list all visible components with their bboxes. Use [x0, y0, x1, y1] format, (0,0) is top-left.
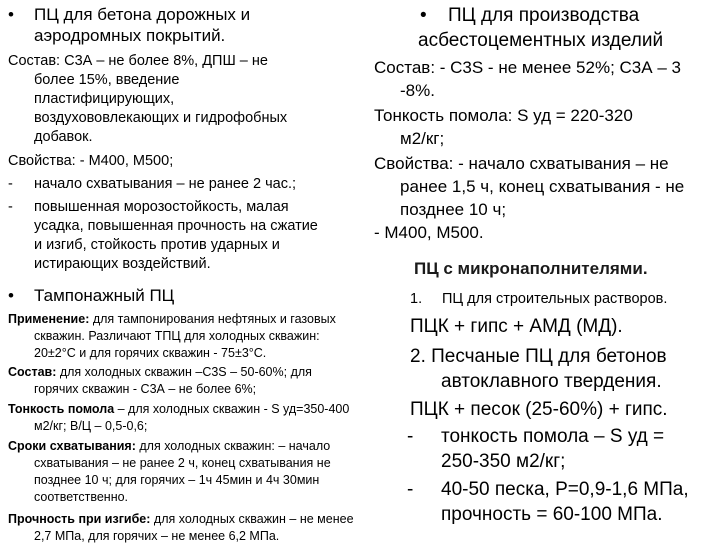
- composition-text: для холодных скважин –С3S – 50-60%; для: [56, 365, 312, 379]
- list-item: тонкость помола – S уд =: [441, 426, 665, 447]
- fineness-label: Тонкость помола: [374, 106, 508, 125]
- list-number: 1.: [410, 291, 423, 307]
- strength-label: Прочность при изгибе:: [8, 512, 151, 526]
- list-item: 2. Песчаные ПЦ для бетонов: [410, 346, 667, 367]
- setting-time-line: [8, 438, 330, 455]
- text-line: ранее 1,5 ч, конец схватывания - не: [400, 177, 685, 196]
- properties-label: Свойства:: [8, 153, 76, 169]
- composition-text: С3А – не более 8%, ДПШ – не: [60, 53, 268, 69]
- properties-text: : - начало схватывания – не: [448, 154, 669, 173]
- strength-line: [8, 511, 354, 528]
- list-item: 40-50 песка, Р=0,9-1,6 МПа,: [441, 479, 689, 500]
- text-line: м2/кг;: [400, 129, 445, 148]
- composition-line: [8, 364, 312, 381]
- setting-time-label: Сроки схватывания:: [8, 439, 136, 453]
- bullet: •: [8, 5, 14, 24]
- dash: -: [8, 176, 13, 192]
- fineness-text: : S уд = 220-320: [507, 106, 633, 125]
- fineness-text: – для холодных скважин - S уд=350-400: [114, 402, 350, 416]
- properties-label: Свойства: [374, 154, 449, 173]
- list-item: усадка, повышенная прочность на сжатие: [34, 218, 318, 234]
- bullet: •: [8, 286, 14, 305]
- text-line: схватывания – не ранее 2 ч, конец схватывания не: [34, 456, 331, 470]
- dash: -: [8, 199, 13, 215]
- text-line: воздухововлекающих и гидрофобных: [34, 110, 288, 126]
- list-item: прочность = 60-100 МПа.: [441, 504, 663, 525]
- composition-label: Состав:: [8, 53, 61, 69]
- text-line: м2/кг; В/Ц – 0,5-0,6;: [34, 419, 148, 433]
- fineness-line: [374, 105, 633, 126]
- text-line: соответственно.: [34, 490, 129, 504]
- properties-text: - М400, М500;: [75, 153, 174, 169]
- list-item: начало схватывания – не ранее 2 час.;: [34, 176, 297, 192]
- dash: -: [407, 426, 414, 447]
- list-item: 250-350 м2/кг;: [441, 451, 566, 472]
- fineness-line: [8, 401, 349, 418]
- bullet: •: [420, 5, 427, 26]
- list-item: истирающих воздействий.: [34, 256, 211, 272]
- properties-line: [374, 153, 669, 174]
- text-line: позднее 10 ч;: [400, 200, 507, 219]
- list-item: и изгиб, стойкость против ударных и: [34, 237, 280, 253]
- text-line: более 15%, введение: [34, 72, 180, 88]
- section-title: ПЦ с микронаполнителями.: [414, 259, 648, 278]
- composition-label: Состав: [374, 58, 431, 77]
- list-item: автоклавного твердения.: [441, 371, 662, 392]
- list-item: ПЦ для строительных растворов.: [442, 291, 668, 307]
- strength-text: для холодных скважин – не менее: [150, 512, 354, 526]
- dash: -: [407, 479, 414, 500]
- text-line: - М400, М500.: [374, 223, 484, 242]
- composition-line: [374, 57, 681, 78]
- application-line: [8, 311, 336, 328]
- section-title: Тампонажный ПЦ: [34, 286, 175, 305]
- setting-time-text: для холодных скважин: – начало: [135, 439, 331, 453]
- composition-line: [8, 52, 268, 71]
- application-text: для тампонирования нефтяных и газовых: [89, 312, 336, 326]
- formula-line: ПЦК + песок (25-60%) + гипс.: [410, 399, 668, 420]
- text-line: -8%.: [400, 81, 435, 100]
- text-line: пластифицирующих,: [34, 91, 175, 107]
- formula-line: ПЦК + гипс + АМД (МД).: [410, 316, 623, 337]
- composition-text: : - С3S - не менее 52%; С3А – 3: [430, 58, 681, 77]
- application-label: Применение:: [8, 312, 90, 326]
- properties-line: [8, 152, 173, 171]
- section-title: ПЦ для производства: [448, 5, 640, 26]
- section-title: асбестоцементных изделий: [418, 30, 664, 51]
- list-item: повышенная морозостойкость, малая: [34, 199, 289, 215]
- fineness-label: Тонкость помола: [8, 402, 115, 416]
- composition-label: Состав:: [8, 365, 57, 379]
- text-line: 2,7 МПа, для горячих – не менее 6,2 МПа.: [34, 529, 280, 543]
- text-line: скважин. Различают ТПЦ для холодных скважин:: [34, 329, 320, 343]
- section-title: ПЦ для бетона дорожных и: [34, 5, 251, 24]
- text-line: позднее 10 ч; для горячих – 1ч 45мин и 4ч 30мин: [34, 473, 320, 487]
- section-title: аэродромных покрытий.: [34, 26, 226, 45]
- text-line: добавок.: [34, 129, 93, 145]
- text-line: горячих скважин - С3А – не более 6%;: [34, 382, 257, 396]
- text-line: 20±2°С и для горячих скважин - 75±3°С.: [34, 346, 267, 360]
